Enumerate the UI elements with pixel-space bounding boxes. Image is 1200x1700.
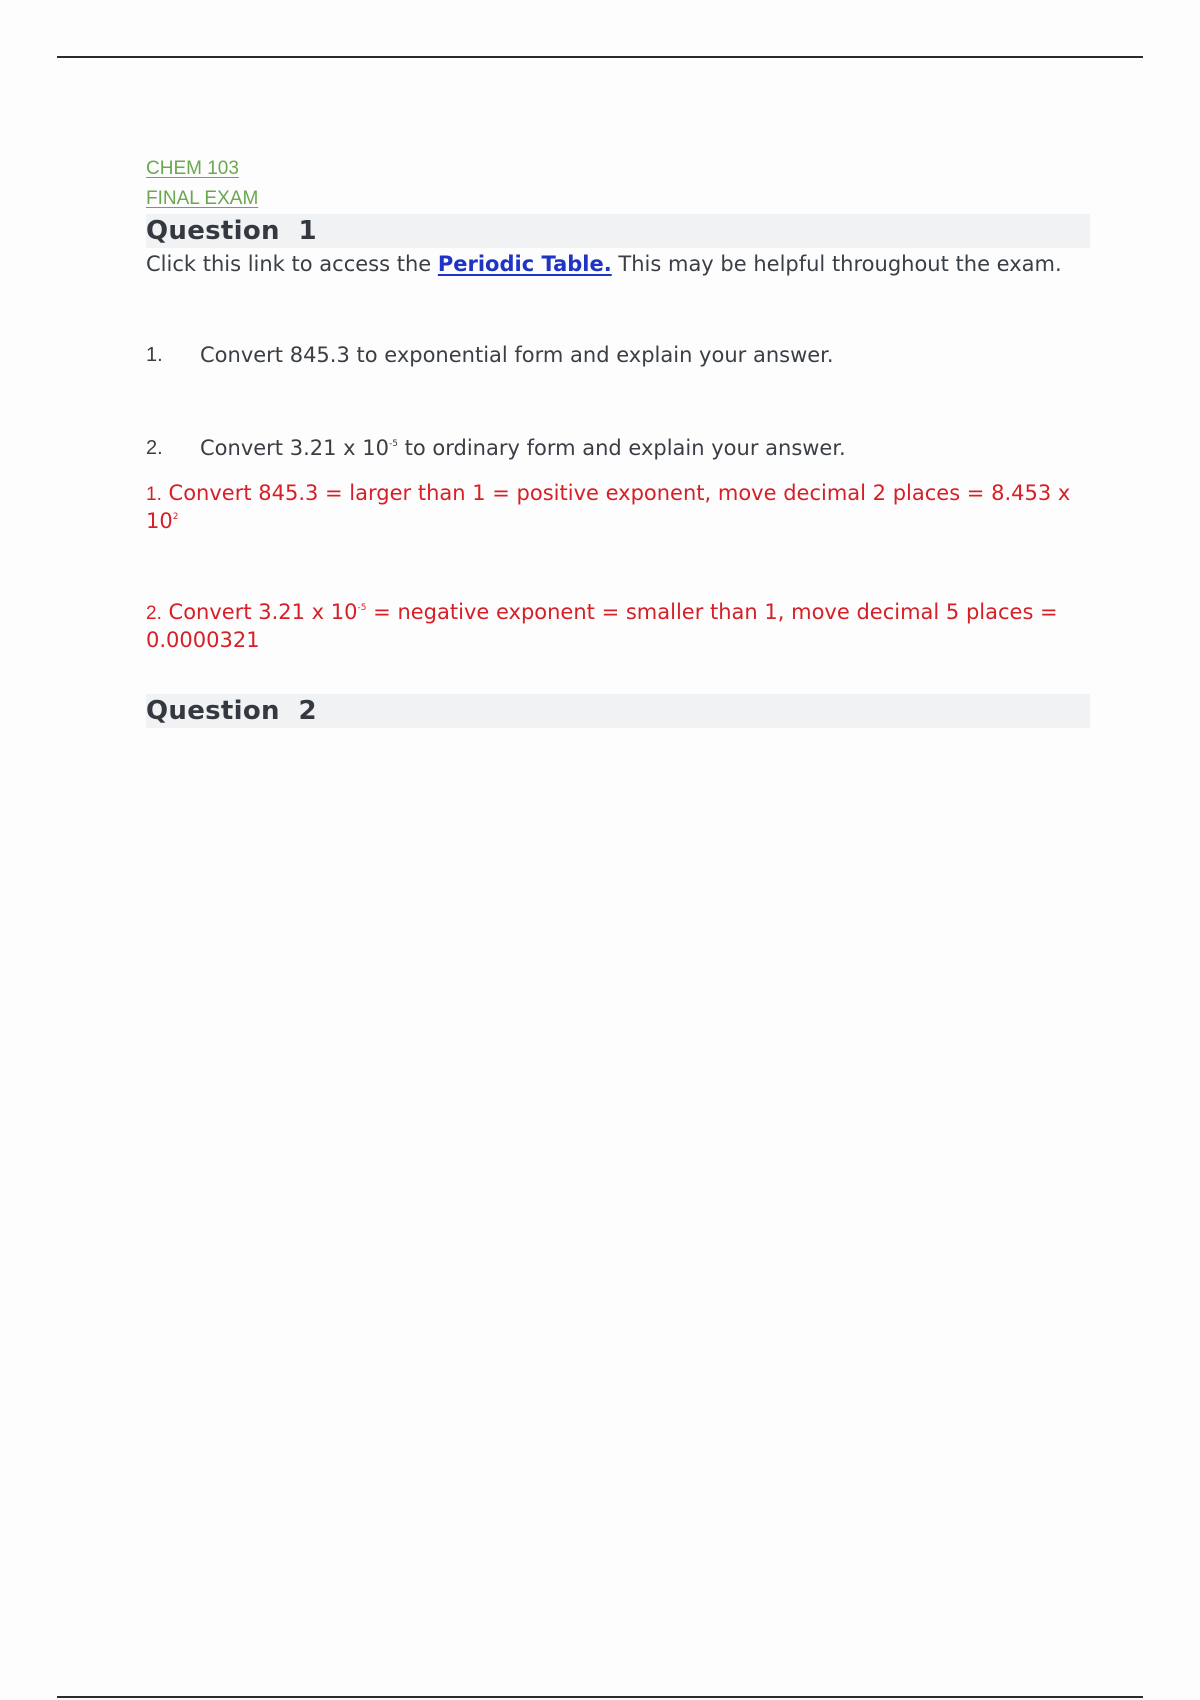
periodic-table-link[interactable]: Periodic Table. bbox=[437, 252, 612, 276]
prompt-1-number: 1. bbox=[146, 344, 163, 366]
answer-2-number: 2. bbox=[146, 603, 162, 624]
answer-2-text-before: Convert 3.21 x 10 bbox=[161, 600, 358, 624]
intro-text-before: Click this link to access the bbox=[146, 252, 438, 276]
answer-1 bbox=[146, 480, 1090, 535]
intro-text-after: This may be helpful throughout the exam. bbox=[611, 252, 1062, 276]
prompt-2-text bbox=[200, 434, 846, 463]
prompt-2-number: 2. bbox=[146, 437, 163, 459]
answer-1-text: Convert 845.3 = larger than 1 = positive exponent, move decimal 2 places = 8.453 x 10 bbox=[146, 481, 1071, 533]
exam-title: FINAL EXAM bbox=[146, 188, 259, 209]
question-1-heading: Question 1 bbox=[146, 214, 1090, 248]
answer-2-exponent: -5 bbox=[357, 603, 367, 613]
bottom-rule bbox=[57, 1696, 1143, 1698]
top-rule bbox=[57, 56, 1143, 58]
answer-2 bbox=[146, 599, 1090, 654]
answer-2-text-after: = negative exponent = smaller than 1, move decimal 5 places = 0.0000321 bbox=[146, 600, 1058, 652]
course-code: CHEM 103 bbox=[146, 158, 239, 179]
answer-1-number: 1. bbox=[146, 484, 162, 505]
prompt-1-text: Convert 845.3 to exponential form and explain your answer. bbox=[200, 343, 834, 367]
question-1-intro bbox=[146, 250, 1090, 279]
prompt-2-exponent: -5 bbox=[388, 439, 398, 449]
question-2-heading: Question 2 bbox=[146, 694, 1090, 728]
prompt-1 bbox=[146, 341, 1090, 370]
prompt-2 bbox=[146, 434, 1090, 463]
prompt-2-text-after: to ordinary form and explain your answer. bbox=[397, 436, 846, 460]
prompt-2-text-before: Convert 3.21 x 10 bbox=[200, 436, 389, 460]
exam-content bbox=[146, 154, 1090, 728]
answer-1-exponent: 2 bbox=[172, 512, 179, 522]
